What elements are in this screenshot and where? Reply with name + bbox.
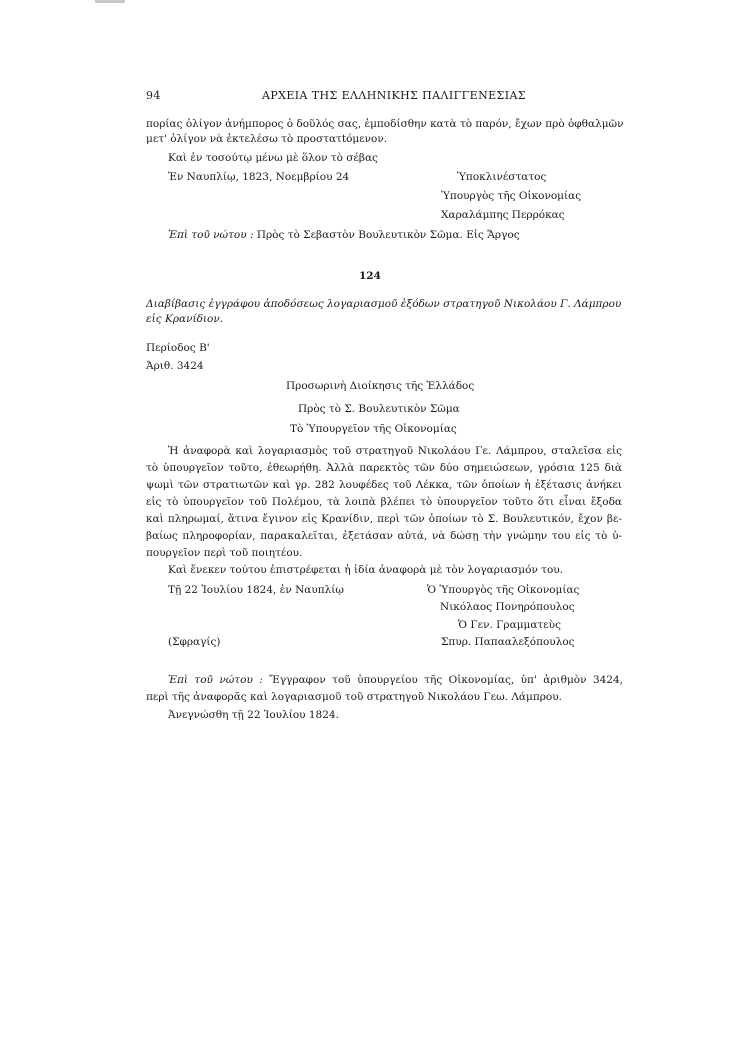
body-line: εἰς τὸ ὑπουργεῖον τοῦ Πολέμου, τὰ λοιπὰ βλέπει τὸ ὑπουργεῖον τοῦτο ὅτι εἶναι ἔξοδα bbox=[146, 496, 622, 508]
body-line: βαίως πληροφορίαν, παρακαλεῖται, ἐξετάσαν αὐτά, νὰ δώσῃ τὴν γνώμην του εἰς τὸ ὑ- bbox=[146, 530, 622, 542]
body-line: πουργεῖον περὶ τοῦ ποιητέου. bbox=[146, 547, 303, 559]
body-line: Ἡ ἀναφορὰ καὶ λογαριασμὸς τοῦ στρατηγοῦ Νικολάου Γε. Λάμπρου, σταλεῖσα εἰς bbox=[168, 445, 622, 457]
prev-doc-line: πορίας ὀλίγον ἀνήμπορος ὁ δοῦλός σας, ἐμποδίσθην κατὰ τὸ παρόν, ἔχων πρὸ ὀφθαλμῶν bbox=[146, 118, 624, 130]
body-line: τὸ ὑπουργεῖον τοῦτο, ἐθεωρήθη. Ἀλλὰ παρεκτὸς τῶν δύο σημειώσεων, γρόσια 125 διὰ bbox=[146, 462, 622, 474]
signatory-line: Σπυρ. Παπααλεξόπουλος bbox=[441, 636, 575, 648]
dorsal-text: Ἔγγραφον τοῦ ὑπουργείου τῆς Οἰκονομίας, ὑπ' ἀριθμὸν 3424, bbox=[269, 674, 624, 686]
closing-line: Καὶ ἕνεκεν τούτου ἐπιστρέφεται ἡ ἰδία ἀναφορὰ μὲ τὸν λογαριασμόν του. bbox=[168, 564, 564, 576]
signatory-line: Ὁ Ὑπουργὸς τῆς Οἰκονομίας bbox=[427, 584, 580, 596]
heading-line: Τὸ Ὑπουργεῖον τῆς Οἰκονομίας bbox=[290, 423, 457, 435]
body-line: καὶ πληρωμαί, ἅτινα ἔγινον εἰς Κρανίδιν, περὶ τῶν ὁποίων τὸ Σ. Βουλευτικόν, ἔχον βε- bbox=[146, 513, 622, 525]
running-title: ΑΡΧΕΙΑ ΤΗΣ ΕΛΛΗΝΙΚΗΣ ΠΑΛΙΓΓΕΝΕΣΙΑΣ bbox=[262, 89, 526, 102]
seal-note: (Σφραγίς) bbox=[168, 636, 221, 648]
heading-line: Προσωρινὴ Διοίκησις τῆς Ἑλλάδος bbox=[286, 380, 475, 392]
body-line: ψωμὶ τῶν στρατιωτῶν καὶ γρ. 282 λουφέδες τοῦ Λέκκα, τῶν ὁποίων ἡ ἐξέτασις ἀνήκει bbox=[146, 479, 622, 491]
prev-doc-signature-line: Χαραλάμπης Περρόκας bbox=[441, 209, 565, 221]
signatory-line: Ὁ Γεν. Γραμματεὺς bbox=[458, 619, 561, 631]
prev-doc-closing: Καὶ ἐν τοσούτῳ μένω μὲ ὅλον τὸ σέβας bbox=[168, 152, 378, 164]
document-number: 124 bbox=[359, 270, 381, 282]
dorsal-text: Πρὸς τὸ Σεβαστὸν Βουλευτικὸν Σῶμα. Εἰς Ἄργος bbox=[256, 229, 520, 241]
document-title: Διαβίβασις ἐγγράφου ἀποδόσεως λογαριασμοῦ ἐξόδων στρατηγοῦ Νικολάου Γ. Λάμπρου bbox=[146, 298, 622, 310]
prev-doc-line: μετ' ὀλίγον νὰ ἐκτελέσω τὸ προστατtόμενον. bbox=[146, 133, 388, 145]
prev-doc-place-date: Ἐν Ναυπλίῳ, 1823, Νοεμβρίου 24 bbox=[168, 171, 350, 183]
heading-line: Πρὸς τὸ Σ. Βουλευτικὸν Σῶμα bbox=[298, 403, 460, 415]
prev-doc-signature-line: Ὑπουργὸς τῆς Οἰκονομίας bbox=[441, 190, 582, 202]
dorsal-label: Ἐπὶ τοῦ νώτου : bbox=[168, 229, 254, 241]
prev-doc-signature-line: Ὑποκλινέστατος bbox=[457, 171, 547, 183]
document-title: εἰς Κρανίδιον. bbox=[146, 313, 224, 325]
place-date: Τῇ 22 Ἰουλίου 1824, ἐν Ναυπλίῳ bbox=[168, 584, 344, 596]
page-number: 94 bbox=[146, 89, 161, 102]
period-label: Περίοδος Β' bbox=[146, 342, 210, 354]
prev-doc-dorsal-note bbox=[168, 228, 520, 242]
scan-artifact bbox=[95, 0, 125, 3]
dorsal-note-line: περὶ τῆς ἀναφορᾶς καὶ λογαριασμοῦ τοῦ στρατηγοῦ Νικολάου Γεω. Λάμπρου. bbox=[146, 691, 562, 703]
dorsal-note bbox=[168, 673, 623, 687]
dorsal-label: Ἐπὶ τοῦ νώτου : bbox=[168, 674, 263, 686]
reference-number: Ἀριθ. 3424 bbox=[146, 360, 204, 372]
read-note: Ἀνεγνώσθη τῇ 22 Ἰουλίου 1824. bbox=[168, 709, 339, 721]
signatory-line: Νικόλαος Πονηρόπουλος bbox=[440, 601, 575, 613]
